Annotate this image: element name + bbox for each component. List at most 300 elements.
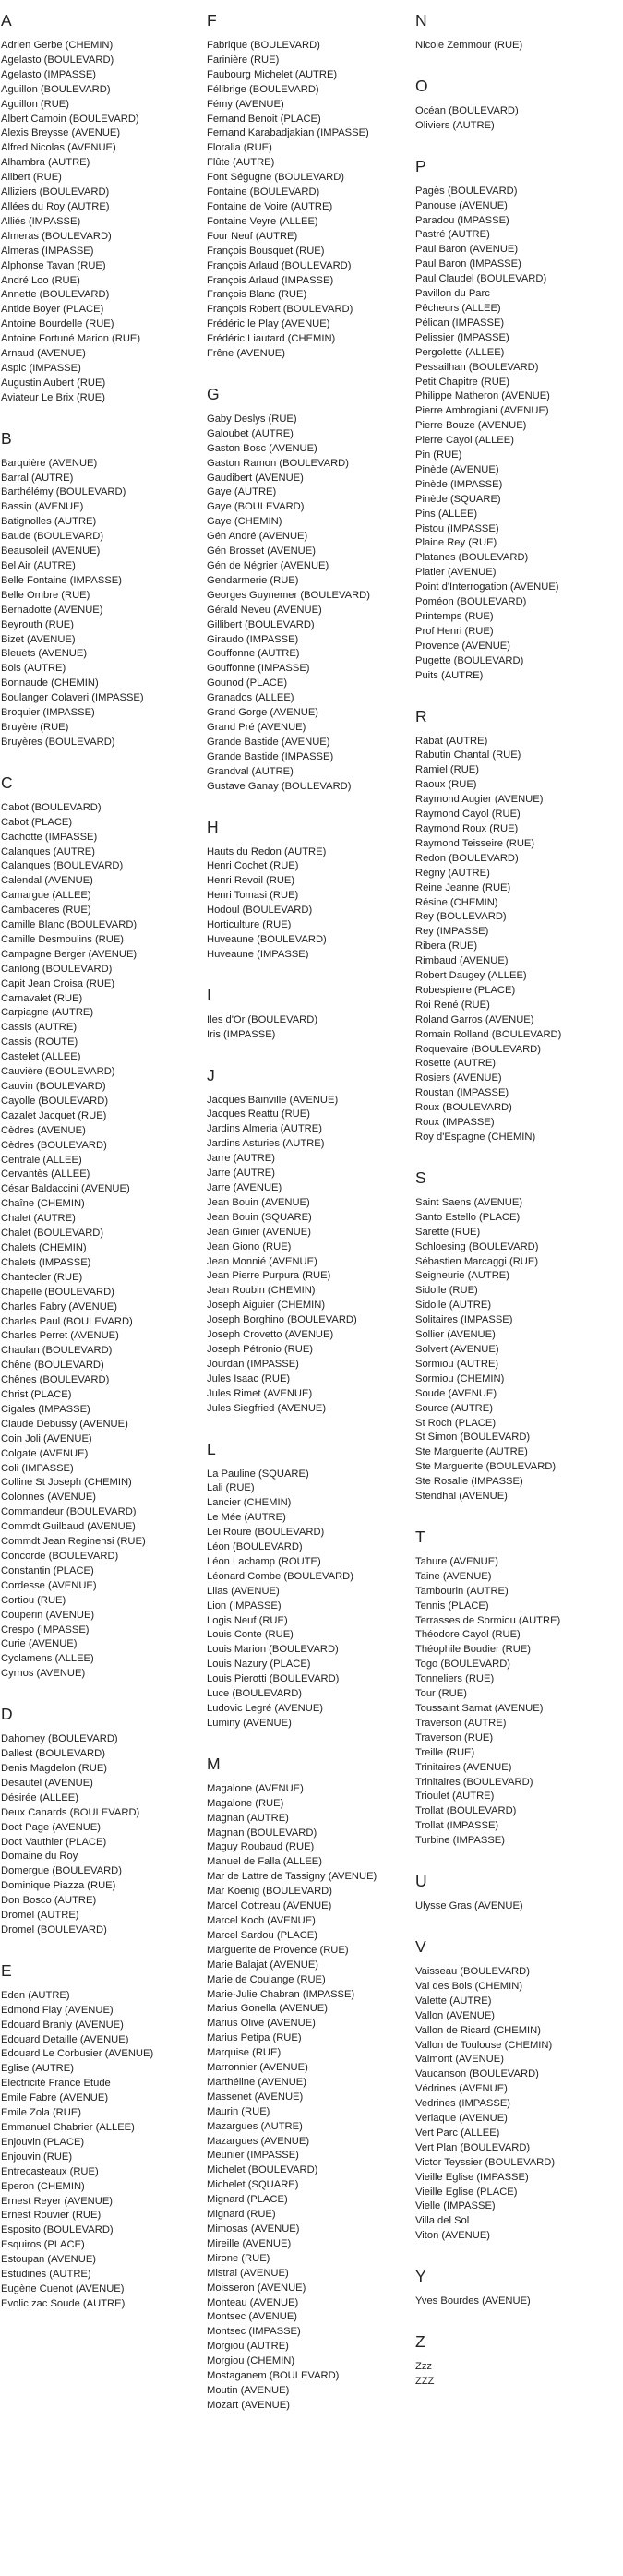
street-item: Aspic (IMPASSE) (1, 362, 81, 374)
street-item: Meunier (IMPASSE) (207, 2150, 299, 2162)
street-item: Electricité France Etude (1, 2078, 111, 2090)
street-item: Léon (BOULEVARD) (207, 1541, 303, 1553)
street-item: Estudines (AUTRE) (1, 2269, 91, 2281)
section-h (207, 818, 405, 963)
street-item: Pinède (AVENUE) (415, 463, 499, 475)
street-item: Michelet (SQUARE) (207, 2179, 299, 2191)
section-n (415, 11, 614, 54)
street-item: Batignolles (AUTRE) (1, 516, 97, 528)
section-m (207, 1755, 405, 2414)
street-item: Antide Boyer (PLACE) (1, 304, 104, 316)
street-item: Louis Nazury (PLACE) (207, 1659, 311, 1671)
street-item: Romain Rolland (BOULEVARD) (415, 1028, 562, 1040)
street-item: Seigneurie (AUTRE) (415, 1270, 509, 1282)
street-item: François Arlaud (IMPASSE) (207, 274, 334, 286)
street-item: Massenet (AVENUE) (207, 2091, 304, 2103)
street-item: Evolic zac Soude (AUTRE) (1, 2297, 126, 2309)
street-item: Charles Fabry (AVENUE) (1, 1300, 117, 1312)
street-item: ZZZ (415, 2376, 435, 2387)
street-item: Villa del Sol (415, 2215, 470, 2227)
street-item: Léon Lachamp (ROUTE) (207, 1555, 321, 1567)
street-item: Chêne (BOULEVARD) (1, 1360, 104, 1372)
street-item: Doct Page (AVENUE) (1, 1821, 101, 1833)
street-item: François Robert (BOULEVARD) (207, 304, 353, 316)
section-letter: G (207, 384, 220, 403)
street-item: Gaudibert (AVENUE) (207, 472, 304, 484)
street-item: Barquière (AVENUE) (1, 457, 98, 469)
street-item: Traverson (RUE) (415, 1731, 494, 1743)
street-item: Don Bosco (AUTRE) (1, 1895, 97, 1907)
street-item: Marcel Sardou (PLACE) (207, 1929, 317, 1941)
street-item: Jean Bouin (SQUARE) (207, 1211, 312, 1223)
street-item: Belle Ombre (RUE) (1, 589, 90, 601)
street-item: Domaine du Roy (1, 1851, 78, 1863)
street-item: Enjouvin (RUE) (1, 2151, 73, 2163)
street-item: Grand Pré (AVENUE) (207, 721, 306, 733)
street-item: Rosiers (AVENUE) (415, 1072, 502, 1084)
street-item: Gounod (PLACE) (207, 677, 288, 689)
street-item: Emile Fabre (AVENUE) (1, 2092, 109, 2104)
street-item: Ste Marguerite (BOULEVARD) (415, 1461, 557, 1473)
street-item: Trinitaires (AVENUE) (415, 1761, 512, 1773)
street-item: Hauts du Redon (AUTRE) (207, 845, 327, 857)
section-o (415, 77, 614, 134)
section-u (415, 1872, 614, 1914)
street-item: Marcel Koch (AVENUE) (207, 1914, 316, 1926)
street-item: Jean Ginier (AVENUE) (207, 1226, 311, 1238)
section-letter: V (415, 1936, 426, 1956)
street-item: Frédéric le Play (AVENUE) (207, 318, 330, 330)
section-b (1, 429, 199, 750)
street-item: Roy d'Espagne (CHEMIN) (415, 1132, 536, 1143)
street-item: Camille Blanc (BOULEVARD) (1, 919, 138, 931)
section-letter: P (415, 156, 426, 175)
street-item: Poméon (BOULEVARD) (415, 596, 527, 608)
street-item: Gén Brosset (AVENUE) (207, 545, 316, 557)
street-item: Desautel (AVENUE) (1, 1777, 93, 1789)
section-letter: L (207, 1439, 216, 1458)
street-item: Boulanger Colaveri (IMPASSE) (1, 692, 144, 704)
street-item: Raymond Cayol (RUE) (415, 809, 521, 821)
street-item: Turbine (IMPASSE) (415, 1835, 505, 1847)
street-item: Fernand Benoit (PLACE) (207, 113, 321, 125)
street-item: Alliziers (BOULEVARD) (1, 186, 110, 198)
street-item: Pierre Bouze (AVENUE) (415, 420, 527, 432)
street-item: Calendal (AVENUE) (1, 875, 93, 887)
street-item: Almeras (BOULEVARD) (1, 230, 112, 242)
street-item: François Arlaud (BOULEVARD) (207, 259, 352, 271)
street-item: Joseph Aiguier (CHEMIN) (207, 1300, 326, 1312)
street-item: Eden (AUTRE) (1, 1989, 70, 2001)
street-item: Chaulan (BOULEVARD) (1, 1345, 113, 1357)
street-item: Louis Pierotti (BOULEVARD) (207, 1673, 340, 1685)
street-item: Granados (ALLEE) (207, 692, 294, 704)
street-item: Chapelle (BOULEVARD) (1, 1286, 114, 1298)
street-item: Agelasto (IMPASSE) (1, 68, 97, 80)
street-item: Emile Zola (RUE) (1, 2107, 82, 2119)
street-item: Ste Marguerite (AUTRE) (415, 1446, 528, 1458)
street-item: Zzz (415, 2361, 433, 2373)
street-item: Colonnes (AVENUE) (1, 1492, 97, 1504)
street-item: Théodore Cayol (RUE) (415, 1629, 521, 1641)
street-item: Sormiou (AUTRE) (415, 1358, 499, 1370)
street-item: Nicole Zemmour (RUE) (415, 40, 523, 51)
street-item: Joseph Borghino (BOULEVARD) (207, 1314, 357, 1326)
street-item: La Pauline (SQUARE) (207, 1468, 309, 1480)
street-item: Calanques (BOULEVARD) (1, 860, 124, 872)
street-item: Beyrouth (RUE) (1, 618, 74, 630)
section-letter: N (415, 11, 427, 30)
street-item: Bruyères (BOULEVARD) (1, 736, 115, 748)
street-item: Pélican (IMPASSE) (415, 317, 505, 329)
section-letter: E (1, 1960, 12, 1980)
street-item: Edouard Branly (AVENUE) (1, 2019, 124, 2031)
street-item: Val des Bois (CHEMIN) (415, 1980, 523, 1992)
street-item: Esquiros (PLACE) (1, 2239, 85, 2251)
street-item: Almeras (IMPASSE) (1, 245, 94, 257)
street-item: Jacques Bainville (AVENUE) (207, 1094, 339, 1106)
street-item: Moutin (AVENUE) (207, 2384, 290, 2396)
column-3 (415, 11, 614, 2413)
street-item: Pinède (IMPASSE) (415, 478, 503, 490)
street-item: Pins (ALLEE) (415, 508, 478, 520)
street-item: Dallest (BOULEVARD) (1, 1748, 105, 1760)
street-item: Louis Conte (RUE) (207, 1629, 294, 1641)
street-item: Pin (RUE) (415, 449, 462, 461)
street-item: Ulysse Gras (AVENUE) (415, 1900, 523, 1912)
street-item: Raymond Roux (RUE) (415, 822, 519, 834)
street-item: Sidolle (RUE) (415, 1285, 478, 1297)
street-item: Plaine Rey (RUE) (415, 537, 497, 549)
street-item: Saint Saens (AVENUE) (415, 1196, 523, 1208)
street-item: Ramiel (RUE) (415, 764, 479, 776)
street-item: Cervantès (ALLEE) (1, 1168, 90, 1180)
street-item: Monteau (AVENUE) (207, 2296, 299, 2308)
street-item: Eugène Cuenot (AVENUE) (1, 2282, 125, 2294)
street-item: Edouard Le Corbusier (AVENUE) (1, 2048, 154, 2060)
street-item: Curie (AVENUE) (1, 1638, 78, 1650)
street-item: Puits (AUTRE) (415, 669, 484, 681)
street-item: Pugette (BOULEVARD) (415, 654, 524, 666)
street-item: Montsec (IMPASSE) (207, 2326, 301, 2338)
street-item: Jean Bouin (AVENUE) (207, 1196, 310, 1208)
street-item: Bleuets (AVENUE) (1, 648, 88, 660)
street-item: Rosette (AUTRE) (415, 1058, 497, 1070)
section-letter: H (207, 817, 219, 836)
street-item: Emmanuel Chabrier (ALLEE) (1, 2122, 135, 2133)
street-item: Entrecasteaux (RUE) (1, 2165, 99, 2177)
street-item: Gérald Neveu (AVENUE) (207, 604, 322, 616)
street-item: Commandeur (BOULEVARD) (1, 1506, 137, 1518)
street-item: Fabrique (BOULEVARD) (207, 40, 320, 51)
section-z (415, 2332, 614, 2390)
section-letter: C (1, 773, 13, 792)
street-item: Fernand Karabadjakian (IMPASSE) (207, 127, 369, 139)
street-item: Colgate (AVENUE) (1, 1447, 89, 1459)
street-item: Jean Giono (RUE) (207, 1240, 292, 1252)
street-item: Frêne (AVENUE) (207, 348, 285, 360)
street-item: Vert Parc (ALLEE) (415, 2127, 500, 2139)
street-item: Grandval (AUTRE) (207, 765, 294, 777)
street-item: Georges Guynemer (BOULEVARD) (207, 589, 370, 601)
street-item: Farinière (RUE) (207, 54, 280, 66)
street-item: Roquevaire (BOULEVARD) (415, 1043, 541, 1055)
section-j (207, 1066, 405, 1417)
street-item: Maguy Roubaud (RUE) (207, 1841, 315, 1853)
street-item: Pistou (IMPASSE) (415, 522, 499, 534)
street-item: Chalet (BOULEVARD) (1, 1228, 104, 1240)
street-item: Giraudo (IMPASSE) (207, 633, 299, 645)
street-item: Edmond Flay (AVENUE) (1, 2004, 114, 2016)
street-item: Augustin Aubert (RUE) (1, 377, 106, 389)
street-item: Mazargues (AUTRE) (207, 2120, 303, 2132)
street-item: Pavillon du Parc (415, 288, 490, 300)
street-item: Cauvière (BOULEVARD) (1, 1066, 115, 1078)
street-item: Dominique Piazza (RUE) (1, 1880, 116, 1892)
street-item: Camille Desmoulins (RUE) (1, 933, 125, 945)
street-item: Gaye (AUTRE) (207, 486, 277, 498)
street-item: Cèdres (BOULEVARD) (1, 1139, 107, 1151)
street-item: Redon (BOULEVARD) (415, 852, 519, 864)
street-item: Pêcheurs (ALLEE) (415, 302, 501, 314)
street-item: Roux (IMPASSE) (415, 1117, 495, 1129)
street-item: Mostaganem (BOULEVARD) (207, 2370, 340, 2382)
street-item: Alphonse Tavan (RUE) (1, 259, 106, 271)
street-item: Pergolette (ALLEE) (415, 346, 505, 358)
street-item: Cauvin (BOULEVARD) (1, 1081, 106, 1092)
street-item: Philippe Matheron (AVENUE) (415, 390, 550, 402)
street-item: Tennis (PLACE) (415, 1600, 489, 1611)
street-item: Mignard (RUE) (207, 2209, 276, 2221)
street-item: Pastré (AUTRE) (415, 229, 490, 241)
street-item: Vaisseau (BOULEVARD) (415, 1965, 530, 1977)
street-item: Vielle (IMPASSE) (415, 2200, 496, 2212)
street-item: Vieille Eglise (IMPASSE) (415, 2171, 529, 2183)
street-item: Valmont (AVENUE) (415, 2054, 504, 2066)
street-item: Jardins Almeria (AUTRE) (207, 1123, 322, 1135)
street-item: Alfred Nicolas (AVENUE) (1, 142, 116, 154)
street-item: Raymond Teisseire (RUE) (415, 837, 535, 849)
street-item: Roi René (RUE) (415, 999, 490, 1011)
street-item: Océan (BOULEVARD) (415, 104, 519, 116)
street-item: Chaîne (CHEMIN) (1, 1198, 85, 1210)
street-item: François Bousquet (RUE) (207, 245, 325, 257)
street-item: Jean Monnié (AVENUE) (207, 1255, 317, 1267)
section-c (1, 773, 199, 1682)
street-item: Commdt Jean Reginensi (RUE) (1, 1536, 146, 1548)
street-item: Oliviers (AUTRE) (415, 119, 495, 131)
street-item: Gillibert (BOULEVARD) (207, 618, 315, 630)
street-item: Carpiagne (AUTRE) (1, 1007, 94, 1019)
street-item: Schloesing (BOULEVARD) (415, 1240, 539, 1252)
street-item: Estoupan (AVENUE) (1, 2254, 97, 2266)
street-item: Sidolle (AUTRE) (415, 1300, 492, 1312)
street-item: Alibert (RUE) (1, 172, 62, 184)
street-item: Jean Roubin (CHEMIN) (207, 1285, 316, 1297)
street-item: Cachotte (IMPASSE) (1, 831, 98, 843)
street-item: Trinitaires (BOULEVARD) (415, 1776, 533, 1788)
street-item: Ludovic Legré (AVENUE) (207, 1703, 324, 1714)
street-item: Trioulet (AUTRE) (415, 1791, 495, 1803)
street-item: Alliés (IMPASSE) (1, 215, 81, 227)
street-item: Beausoleil (AVENUE) (1, 545, 101, 557)
street-item: Cyrnos (AVENUE) (1, 1668, 86, 1680)
section-letter: I (207, 985, 211, 1004)
street-item: Provence (AVENUE) (415, 640, 510, 652)
column-1 (1, 11, 199, 2335)
street-item: Vallon de Ricard (CHEMIN) (415, 2024, 541, 2036)
section-letter: A (1, 11, 12, 30)
street-item: Agelasto (BOULEVARD) (1, 54, 114, 66)
street-item: Alhambra (AUTRE) (1, 157, 90, 169)
street-item: Marie de Coulange (RUE) (207, 1973, 326, 1985)
street-item: Lion (IMPASSE) (207, 1600, 282, 1611)
street-item: Tour (RUE) (415, 1688, 467, 1700)
street-item: Le Mée (AUTRE) (207, 1512, 286, 1524)
street-item: Chalets (IMPASSE) (1, 1256, 91, 1268)
street-item: Antoine Fortuné Marion (RUE) (1, 333, 141, 345)
street-item: Rabutin Chantal (RUE) (415, 749, 521, 761)
column-2 (207, 11, 405, 2437)
street-item: Charles Paul (BOULEVARD) (1, 1315, 133, 1327)
street-item: Magalone (RUE) (207, 1797, 284, 1809)
street-item: Roustan (IMPASSE) (415, 1087, 509, 1099)
street-item: Ste Rosalie (IMPASSE) (415, 1476, 523, 1488)
street-item: Joseph Pétronio (RUE) (207, 1343, 314, 1355)
street-item: Marius Gonella (AVENUE) (207, 2003, 328, 2015)
street-item: Marronnier (AVENUE) (207, 2062, 308, 2074)
street-item: Pierre Cayol (ALLEE) (415, 435, 514, 447)
street-item: Cayolle (BOULEVARD) (1, 1095, 109, 1107)
street-item: Mozart (AVENUE) (207, 2399, 290, 2411)
street-item: Tonneliers (RUE) (415, 1673, 495, 1685)
street-item: Trollat (BOULEVARD) (415, 1805, 517, 1817)
section-letter: M (207, 1754, 221, 1773)
street-item: Marquise (RUE) (207, 2047, 282, 2059)
street-item: Crespo (IMPASSE) (1, 1623, 90, 1635)
street-item: Four Neuf (AUTRE) (207, 230, 298, 242)
street-item: Marie-Julie Chabran (IMPASSE) (207, 1988, 355, 2000)
street-item: Henri Cochet (RUE) (207, 860, 299, 872)
street-item: Chalet (AUTRE) (1, 1213, 76, 1225)
street-item: Soude (AVENUE) (415, 1387, 497, 1399)
street-item: Bassin (AVENUE) (1, 501, 84, 513)
street-item: Mirone (RUE) (207, 2252, 270, 2264)
street-item: Cigales (IMPASSE) (1, 1403, 90, 1415)
street-item: Valette (AUTRE) (415, 1995, 492, 2007)
street-item: Victor Teyssier (BOULEVARD) (415, 2156, 556, 2168)
street-item: Jarre (AUTRE) (207, 1153, 275, 1165)
section-letter: D (1, 1705, 13, 1724)
street-item: Eglise (AUTRE) (1, 2063, 74, 2075)
street-item: Cazalet Jacquet (RUE) (1, 1109, 107, 1121)
street-item: Coli (IMPASSE) (1, 1462, 74, 1474)
street-item: Charles Perret (AVENUE) (1, 1330, 119, 1342)
street-item: Pinède (SQUARE) (415, 493, 501, 505)
street-item: Henri Tomasi (RUE) (207, 890, 299, 902)
street-item: Léonard Combe (BOULEVARD) (207, 1570, 353, 1582)
street-item: Adrien Gerbe (CHEMIN) (1, 40, 114, 51)
street-item: Esposito (BOULEVARD) (1, 2224, 114, 2236)
street-item: Concorde (BOULEVARD) (1, 1551, 119, 1562)
street-item: Couperin (AVENUE) (1, 1609, 95, 1621)
street-item: Cassis (AUTRE) (1, 1022, 78, 1034)
street-item: Petit Chapitre (RUE) (415, 376, 509, 388)
street-item: Cordesse (AVENUE) (1, 1579, 97, 1591)
street-item: Louis Marion (BOULEVARD) (207, 1644, 339, 1656)
street-item: Raoux (RUE) (415, 779, 477, 791)
street-item: François Blanc (RUE) (207, 289, 307, 301)
street-item: Belle Fontaine (IMPASSE) (1, 574, 122, 586)
street-item: Solitaires (IMPASSE) (415, 1314, 513, 1326)
street-item: Chantecler (RUE) (1, 1271, 83, 1283)
street-item: Coin Joli (AVENUE) (1, 1432, 92, 1444)
street-item: Magnan (BOULEVARD) (207, 1827, 317, 1839)
street-item: Flûte (AUTRE) (207, 157, 275, 169)
section-letter: Z (415, 2332, 425, 2352)
street-item: Pierre Ambrogiani (AVENUE) (415, 405, 549, 417)
street-item: Canlong (BOULEVARD) (1, 963, 113, 975)
street-item: Paul Baron (IMPASSE) (415, 258, 521, 270)
street-item: Lancier (CHEMIN) (207, 1497, 292, 1509)
street-item: Régny (AUTRE) (415, 867, 490, 879)
street-item: Bruyère (RUE) (1, 721, 69, 733)
street-item: Chalets (CHEMIN) (1, 1241, 87, 1253)
street-item: Panouse (AVENUE) (415, 199, 508, 211)
street-item: Gén de Négrier (AVENUE) (207, 560, 329, 571)
street-item: Bonnaude (CHEMIN) (1, 677, 99, 689)
street-item: Magnan (AUTRE) (207, 1812, 289, 1824)
street-item: Iris (IMPASSE) (207, 1028, 276, 1040)
street-item: Cortiou (RUE) (1, 1594, 66, 1606)
street-item: Lei Roure (BOULEVARD) (207, 1527, 325, 1539)
street-item: Alexis Breysse (AVENUE) (1, 127, 121, 139)
street-item: Félibrige (BOULEVARD) (207, 83, 319, 95)
street-item: Floralia (RUE) (207, 142, 272, 154)
street-item: Cambaceres (RUE) (1, 905, 91, 917)
street-item: Hodoul (BOULEVARD) (207, 905, 313, 917)
street-item: Jean Pierre Purpura (RUE) (207, 1270, 331, 1282)
street-item: Bel Air (AUTRE) (1, 560, 76, 571)
street-item: Luminy (AVENUE) (207, 1717, 292, 1729)
street-item: Capit Jean Croisa (RUE) (1, 977, 115, 989)
street-item: Raymond Augier (AVENUE) (415, 794, 544, 806)
section-letter: U (415, 1872, 427, 1891)
street-item: Michelet (BOULEVARD) (207, 2164, 318, 2176)
street-item: Jourdan (IMPASSE) (207, 1358, 299, 1370)
street-item: Arnaud (AVENUE) (1, 348, 86, 360)
street-item: Tambourin (AUTRE) (415, 1585, 509, 1597)
section-letter: B (1, 428, 12, 448)
street-item: Jules Isaac (RUE) (207, 1372, 291, 1384)
street-item: Barthélémy (BOULEVARD) (1, 486, 126, 498)
street-item: Campagne Berger (AVENUE) (1, 948, 138, 960)
street-item: Jarre (AVENUE) (207, 1182, 282, 1193)
street-item: Source (AUTRE) (415, 1402, 493, 1414)
street-item: Pelissier (IMPASSE) (415, 331, 509, 343)
street-item: Verlaque (AVENUE) (415, 2113, 508, 2125)
street-item: Aguillon (RUE) (1, 98, 69, 110)
street-item: Huveaune (IMPASSE) (207, 948, 309, 960)
street-item: Lali (RUE) (207, 1482, 255, 1494)
street-item: Allées du Roy (AUTRE) (1, 200, 110, 212)
street-item: Treille (RUE) (415, 1746, 475, 1758)
section-a (1, 11, 199, 406)
street-item: Stendhal (AVENUE) (415, 1491, 508, 1503)
street-item: Morgiou (CHEMIN) (207, 2355, 295, 2367)
street-item: Mistral (AVENUE) (207, 2267, 289, 2279)
street-item: André Loo (RUE) (1, 274, 80, 286)
